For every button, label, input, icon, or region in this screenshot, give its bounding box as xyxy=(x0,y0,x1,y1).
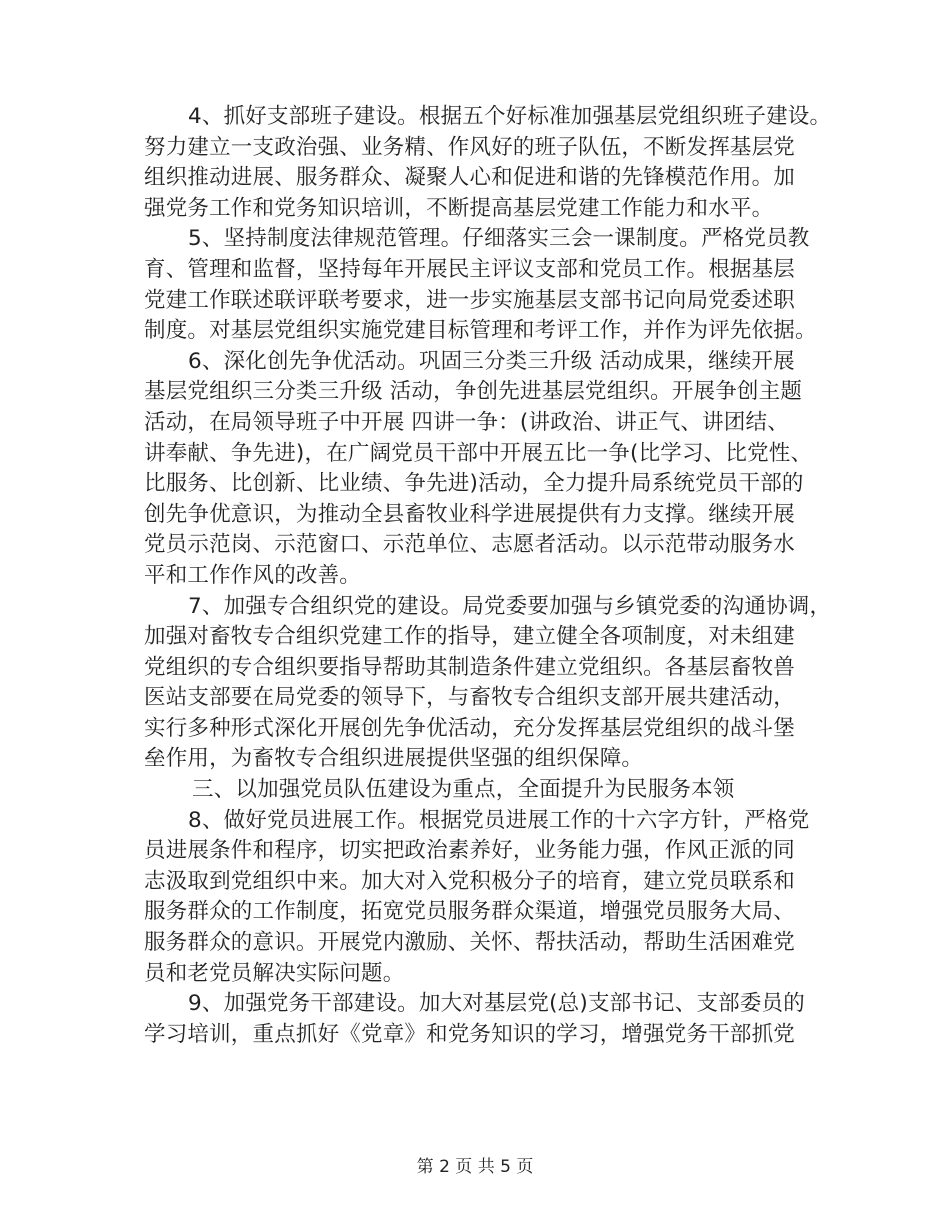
document-body xyxy=(144,102,832,1050)
text-line: 学习培训，重点抓好《党章》和党务知识的学习，增强党务干部抓党 xyxy=(144,1021,796,1047)
text-line: 服务群众的工作制度，拓宽党员服务群众渠道，增强党员服务大局、 xyxy=(144,899,796,925)
text-line: 基层党组织三分类三升级 活动，争创先进基层党组织。开展争创主题 xyxy=(144,379,803,405)
text-line: 育、管理和监督，坚持每年开展民主评议支部和党员工作。根据基层 xyxy=(144,256,796,282)
text-line: 实行多种形式深化开展创先争优活动，充分发挥基层党组织的战斗堡 xyxy=(144,715,796,741)
text-line: 志汲取到党组织中来。加大对入党积极分子的培育，建立党员联系和 xyxy=(144,868,796,894)
text-line: 加强对畜牧专合组织党建工作的指导，建立健全各项制度，对未组建 xyxy=(144,624,796,650)
text-line: 服务群众的意识。开展党内激励、关怀、帮扶活动，帮助生活困难党 xyxy=(144,930,796,956)
text-line: 党员示范岗、示范窗口、示范单位、志愿者活动。以示范带动服务水 xyxy=(144,532,796,558)
text-line: 强党务工作和党务知识培训，不断提高基层党建工作能力和水平。 xyxy=(144,195,774,221)
text-line: 讲奉献、争先进)，在广阔党员干部中开展五比一争(比学习、比党性、 xyxy=(144,440,813,466)
text-line: 组织推动进展、服务群众、凝聚人心和促进和谐的先锋模范作用。加 xyxy=(144,165,796,191)
text-line: 比服务、比创新、比业绩、争先进)活动，全力提升局系统党员干部的 xyxy=(144,471,804,497)
text-line: 平和工作作风的改善。 xyxy=(144,562,362,588)
text-line: 党组织的专合组织要指导帮助其制造条件建立党组织。各基层畜牧兽 xyxy=(144,654,796,680)
text-line: 活动，在局领导班子中开展 四讲一争：(讲政治、讲正气、讲团结、 xyxy=(144,409,789,435)
text-line: 垒作用，为畜牧专合组织进展提供坚强的组织保障。 xyxy=(144,746,644,772)
text-line: 党建工作联述联评联考要求，进一步实施基层支部书记向局党委述职 xyxy=(144,287,796,313)
text-line: 员进展条件和程序，切实把政治素养好，业务能力强，作风正派的同 xyxy=(144,838,796,864)
text-line: 8、做好党员进展工作。根据党员进展工作的十六字方针，严格党 xyxy=(188,807,810,833)
text-line: 4、抓好支部班子建设。根据五个好标准加强基层党组织班子建设。 xyxy=(188,104,832,129)
text-line: 员和老党员解决实际问题。 xyxy=(144,960,405,986)
text-line: 制度。对基层党组织实施党建目标管理和考评工作，并作为评先依据。 xyxy=(144,318,817,344)
text-line: 创先争优意识，为推动全县畜牧业科学进展提供有力支撑。继续开展 xyxy=(144,501,796,527)
text-line: 5、坚持制度法律规范管理。仔细落实三会一课制度。严格党员教 xyxy=(188,226,810,252)
text-line: 6、深化创先争优活动。巩固三分类三升级 活动成果，继续开展 xyxy=(188,348,795,374)
page-footer: 第 2 页 共 5 页 xyxy=(416,1157,534,1177)
section-heading: 三、以加强党员队伍建设为重点，全面提升为民服务本领 xyxy=(192,777,735,803)
text-line: 7、加强专合组织党的建设。局党委要加强与乡镇党委的沟通协调， xyxy=(188,593,832,619)
text-line: 医站支部要在局党委的领导下，与畜牧专合组织支部开展共建活动， xyxy=(144,685,796,711)
text-line: 努力建立一支政治强、业务精、作风好的班子队伍，不断发挥基层党 xyxy=(144,134,796,160)
text-line: 9、加强党务干部建设。加大对基层党(总)支部书记、支部委员的 xyxy=(188,991,805,1017)
